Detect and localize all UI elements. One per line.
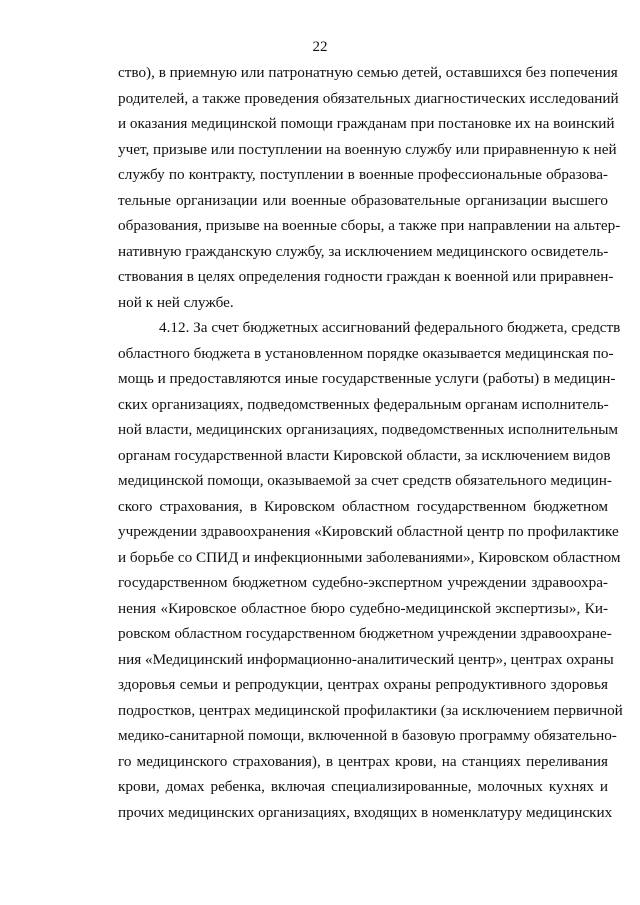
text-line: ских организациях, подведомственных федеральным органам исполнитель- <box>118 395 609 413</box>
text-line: тельные организации или военные образовательные организации высшего <box>118 191 608 209</box>
text-line: и оказания медицинской помощи гражданам при постановке их на воинский <box>118 115 615 132</box>
text-line: ствования в целях определения годности граждан к военной или приравнен- <box>118 268 614 285</box>
text-line: 4.12. За счет бюджетных ассигнований федерального бюджета, средств <box>159 319 621 336</box>
text-line: учреждении здравоохранения «Кировский областной центр по профилактике <box>118 523 619 540</box>
text-line: областного бюджета в установленном порядке оказывается медицинская по- <box>118 344 614 362</box>
text-line: здоровья семьи и репродукции, центрах охраны репродуктивного здоровья <box>118 676 608 693</box>
text-line: ство), в приемную или патронатную семью детей, оставшихся без попечения <box>118 64 618 81</box>
paragraph-section-4-12 <box>118 315 623 825</box>
text-line: ского страхования, в Кировском областном государственном бюджетном <box>118 497 608 515</box>
text-line: подростков, центрах медицинской профилактики (за исключением первичной <box>118 701 623 719</box>
text-line: государственном бюджетном судебно-экспертном учреждении здравоохра- <box>118 574 608 591</box>
page-number: 22 <box>312 39 328 55</box>
text-line: мощь и предоставляются иные государственные услуги (работы) в медицин- <box>118 370 616 387</box>
document-body <box>118 60 623 825</box>
text-line: и борьбе со СПИД и инфекционными заболеваниями», Кировском областном <box>118 548 621 566</box>
text-line: ния «Медицинский информационно-аналитический центр», центрах охраны <box>118 650 614 668</box>
text-line: службу по контракту, поступлении в военные профессиональные образова- <box>118 166 608 183</box>
text-line: прочих медицинских организациях, входящих в номенклатуру медицинских <box>118 803 613 821</box>
text-line: нения «Кировское областное бюро судебно-медицинской экспертизы», Ки- <box>118 599 608 617</box>
text-line: ровском областном государственном бюджетном учреждении здравоохране- <box>118 625 612 642</box>
text-line: медицинской помощи, оказываемой за счет средств обязательного медицин- <box>118 472 612 489</box>
text-line: медико-санитарной помощи, включенной в базовую программу обязательно- <box>118 727 617 744</box>
text-line: ной к ней службе. <box>118 293 234 311</box>
text-line: го медицинского страхования), в центрах крови, на станциях переливания <box>118 752 608 770</box>
text-line: ной власти, медицинских организациях, подведомственных исполнительным <box>118 421 619 438</box>
text-line: нативную гражданскую службу, за исключением медицинского освидетель- <box>118 242 609 260</box>
paragraph-continuation <box>118 60 621 315</box>
text-line: учет, призыве или поступлении на военную службу или приравненную к ней <box>118 140 617 158</box>
text-line: образования, призыве на военные сборы, а также при направлении на альтер- <box>118 217 621 234</box>
text-line: органам государственной власти Кировской области, за исключением видов <box>118 446 611 464</box>
text-line: родителей, а также проведения обязательных диагностических исследований <box>118 89 619 107</box>
text-line: крови, домах ребенка, включая специализированные, молочных кухнях и <box>118 778 608 795</box>
